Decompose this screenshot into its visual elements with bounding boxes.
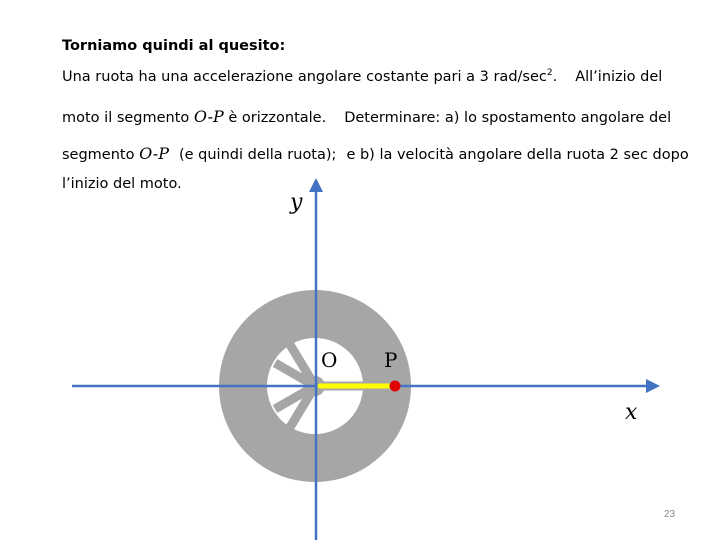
problem-text: moto il segmento [62,110,194,126]
problem-line-4: l’inizio del moto. [62,176,182,192]
problem-text: Una ruota ha una accelerazione angolare costante pari a 3 rad/sec [62,69,547,85]
segment-math-label: O-P [139,144,169,163]
problem-text: (e quindi della ruota); [178,147,337,163]
point-label: P [384,348,398,372]
y-axis-label: y [290,190,303,215]
page-number: 23 [664,509,676,520]
segment-math-label: O-P [193,107,224,126]
x-axis-label: x [625,400,638,425]
problem-text: segmento [62,147,140,163]
arrow-up-icon [309,178,323,192]
slide-heading: Torniamo quindi al quesito: [62,38,286,54]
origin-label: O [321,348,338,372]
problem-text: è orizzontale. [223,110,327,126]
problem-text: Determinare: a) lo spostamento angolare del [344,110,672,126]
problem-text: All’inizio del [575,69,663,85]
arrow-right-icon [646,379,660,393]
point-marker-icon [390,381,401,392]
exponent: 2 [546,68,553,79]
problem-text: e b) la velocità angolare della ruota 2 sec dopo [346,147,689,163]
problem-text: . [552,69,558,85]
